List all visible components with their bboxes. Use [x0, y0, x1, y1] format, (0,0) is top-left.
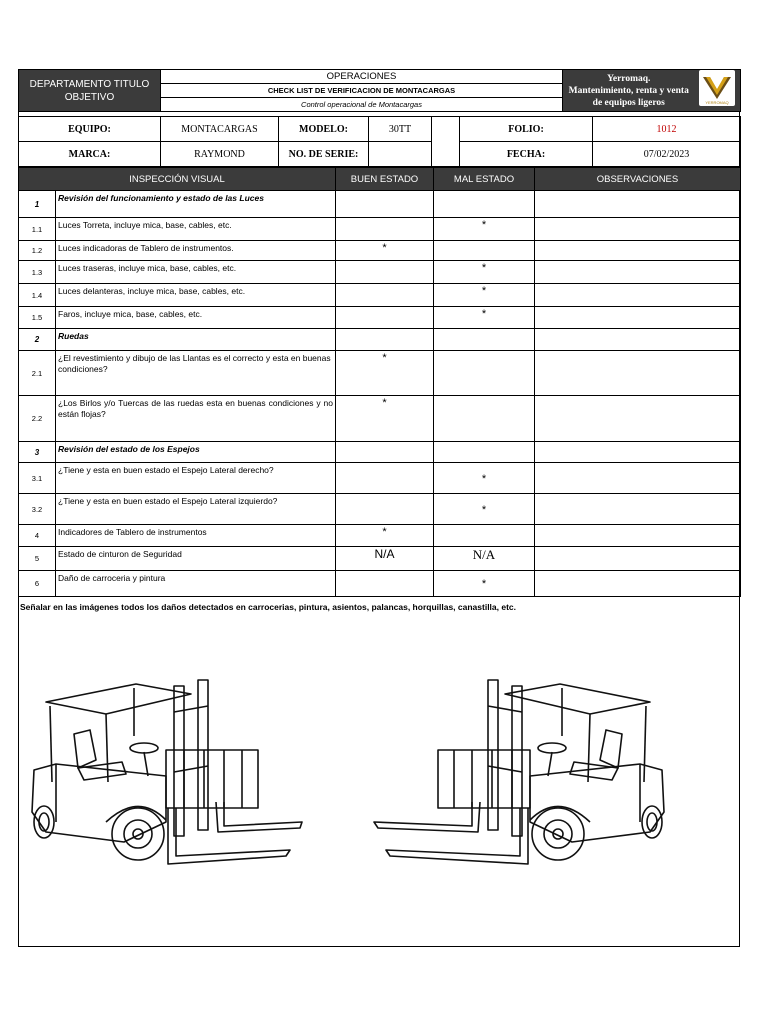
row-text: Luces traseras, incluye mica, base, cables, etc.	[56, 261, 336, 284]
observaciones-cell[interactable]	[535, 494, 741, 525]
inspection-table	[18, 167, 741, 597]
observaciones-cell[interactable]	[535, 351, 741, 396]
row-text: ¿Los Birlos y/o Tuercas de las ruedas esta en buenas condiciones y no están flojas?	[56, 396, 336, 442]
row-text: ¿El revestimiento y dibujo de las Llantas es el correcto y esta en buenas condiciones?	[56, 351, 336, 396]
row-text: Luces indicadoras de Tablero de instrumentos.	[56, 241, 336, 261]
table-row	[19, 571, 741, 597]
modelo-value[interactable]: 30TT	[369, 117, 432, 142]
equipo-label: EQUIPO:	[19, 117, 161, 142]
modelo-label: MODELO:	[279, 117, 369, 142]
marca-value[interactable]: RAYMOND	[161, 142, 279, 167]
serie-value[interactable]	[369, 142, 432, 167]
row-number: 1.4	[19, 284, 56, 307]
folio-label: FOLIO:	[460, 117, 593, 142]
row-number: 2	[19, 329, 56, 351]
serie-label: NO. DE SERIE:	[279, 142, 369, 167]
buen-estado-cell[interactable]	[336, 571, 434, 597]
mal-estado-cell[interactable]: *	[434, 261, 535, 284]
observaciones-cell[interactable]	[535, 284, 741, 307]
observaciones-cell[interactable]	[535, 329, 741, 351]
table-row	[19, 396, 741, 442]
row-text: Revisión del estado de los Espejos	[56, 442, 336, 463]
header-table	[18, 69, 741, 112]
department-title: DEPARTAMENTO TITULO OBJETIVO	[19, 70, 161, 112]
observaciones-cell[interactable]	[535, 261, 741, 284]
checklist-title: CHECK LIST DE VERIFICACION DE MONTACARGAS	[161, 84, 563, 98]
table-row	[19, 218, 741, 241]
mal-estado-cell[interactable]: *	[434, 571, 535, 597]
buen-estado-cell[interactable]: *	[336, 396, 434, 442]
mal-estado-cell[interactable]: *	[434, 218, 535, 241]
observaciones-cell[interactable]	[535, 463, 741, 494]
buen-estado-cell[interactable]	[336, 494, 434, 525]
row-number: 2.2	[19, 396, 56, 442]
buen-estado-cell[interactable]	[336, 261, 434, 284]
equipment-info-table	[18, 116, 741, 167]
mal-estado-cell[interactable]	[434, 351, 535, 396]
observaciones-cell[interactable]	[535, 442, 741, 463]
folio-value[interactable]: 1012	[593, 117, 741, 142]
observaciones-cell[interactable]	[535, 241, 741, 261]
mal-estado-cell[interactable]: N/A	[434, 547, 535, 571]
row-number: 3	[19, 442, 56, 463]
mal-estado-cell[interactable]	[434, 191, 535, 218]
row-number: 1.2	[19, 241, 56, 261]
mal-estado-cell[interactable]	[434, 396, 535, 442]
row-number: 1	[19, 191, 56, 218]
mal-estado-cell[interactable]	[434, 329, 535, 351]
mal-estado-cell[interactable]	[434, 525, 535, 547]
row-text: ¿Tiene y esta en buen estado el Espejo Lateral derecho?	[56, 463, 336, 494]
table-row	[19, 351, 741, 396]
buen-estado-cell[interactable]	[336, 284, 434, 307]
row-text: Daño de carroceria y pintura	[56, 571, 336, 597]
buen-estado-cell[interactable]: N/A	[336, 547, 434, 571]
logo-text: YERROMAQ	[705, 100, 729, 105]
table-row	[19, 284, 741, 307]
table-row	[19, 307, 741, 329]
row-number: 5	[19, 547, 56, 571]
forklift-left-view-icon[interactable]	[26, 672, 306, 884]
table-row	[19, 494, 741, 525]
table-row	[19, 463, 741, 494]
buen-estado-cell[interactable]: *	[336, 351, 434, 396]
row-number: 3.2	[19, 494, 56, 525]
marca-label: MARCA:	[19, 142, 161, 167]
buen-estado-cell[interactable]: *	[336, 241, 434, 261]
table-row	[19, 442, 741, 463]
observaciones-cell[interactable]	[535, 191, 741, 218]
observaciones-cell[interactable]	[535, 571, 741, 597]
buen-estado-cell[interactable]	[336, 307, 434, 329]
buen-estado-cell[interactable]: *	[336, 525, 434, 547]
observaciones-cell[interactable]	[535, 307, 741, 329]
row-number: 1.1	[19, 218, 56, 241]
buen-estado-cell[interactable]	[336, 463, 434, 494]
mal-estado-cell[interactable]: *	[434, 284, 535, 307]
forklift-right-view-icon[interactable]	[370, 672, 670, 884]
row-number: 1.5	[19, 307, 56, 329]
buen-estado-cell[interactable]	[336, 329, 434, 351]
header-buen-estado: BUEN ESTADO	[336, 168, 434, 191]
table-row	[19, 191, 741, 218]
area-title: OPERACIONES	[161, 70, 563, 84]
buen-estado-cell[interactable]	[336, 191, 434, 218]
fecha-value[interactable]: 07/02/2023	[593, 142, 741, 167]
company-name: Yerromaq.	[607, 73, 651, 84]
table-row	[19, 525, 741, 547]
table-row	[19, 329, 741, 351]
logo-cell	[695, 70, 741, 112]
header-inspeccion: INSPECCIÓN VISUAL	[19, 168, 336, 191]
row-text: Ruedas	[56, 329, 336, 351]
mal-estado-cell[interactable]	[434, 241, 535, 261]
company-block	[563, 70, 695, 112]
observaciones-cell[interactable]	[535, 218, 741, 241]
row-text: Faros, incluye mica, base, cables, etc.	[56, 307, 336, 329]
checklist-subtitle: Control operacional de Montacargas	[161, 98, 563, 112]
mal-estado-cell[interactable]: *	[434, 494, 535, 525]
row-text: Indicadores de Tablero de instrumentos	[56, 525, 336, 547]
buen-estado-cell[interactable]	[336, 218, 434, 241]
row-text: Estado de cinturon de Seguridad	[56, 547, 336, 571]
row-number: 2.1	[19, 351, 56, 396]
equipo-value[interactable]: MONTACARGAS	[161, 117, 279, 142]
row-text: ¿Tiene y esta en buen estado el Espejo Lateral izquierdo?	[56, 494, 336, 525]
fecha-label: FECHA:	[460, 142, 593, 167]
observaciones-cell[interactable]	[535, 525, 741, 547]
row-text: Luces Torreta, incluye mica, base, cables, etc.	[56, 218, 336, 241]
row-number: 6	[19, 571, 56, 597]
header-observaciones: OBSERVACIONES	[535, 168, 741, 191]
row-number: 1.3	[19, 261, 56, 284]
row-text: Revisión del funcionamiento y estado de las Luces	[56, 191, 336, 218]
header-mal-estado: MAL ESTADO	[434, 168, 535, 191]
spacer-cell	[432, 117, 460, 167]
table-row	[19, 547, 741, 571]
mal-estado-cell[interactable]: *	[434, 463, 535, 494]
yerromaq-v-logo-icon	[699, 70, 735, 106]
observaciones-cell[interactable]	[535, 396, 741, 442]
row-number: 3.1	[19, 463, 56, 494]
mal-estado-cell[interactable]: *	[434, 307, 535, 329]
row-number: 4	[19, 525, 56, 547]
mal-estado-cell[interactable]	[434, 442, 535, 463]
company-tagline: Mantenimiento, renta y venta de equipos ligeros	[568, 85, 689, 108]
observaciones-cell[interactable]	[535, 547, 741, 571]
buen-estado-cell[interactable]	[336, 442, 434, 463]
row-text: Luces delanteras, incluye mica, base, cables, etc.	[56, 284, 336, 307]
damage-note: Señalar en las imágenes todos los daños detectados en carrocerias, pintura, asientos, palancas, horquillas, canastilla, etc.	[20, 602, 517, 612]
table-row	[19, 241, 741, 261]
table-row	[19, 261, 741, 284]
